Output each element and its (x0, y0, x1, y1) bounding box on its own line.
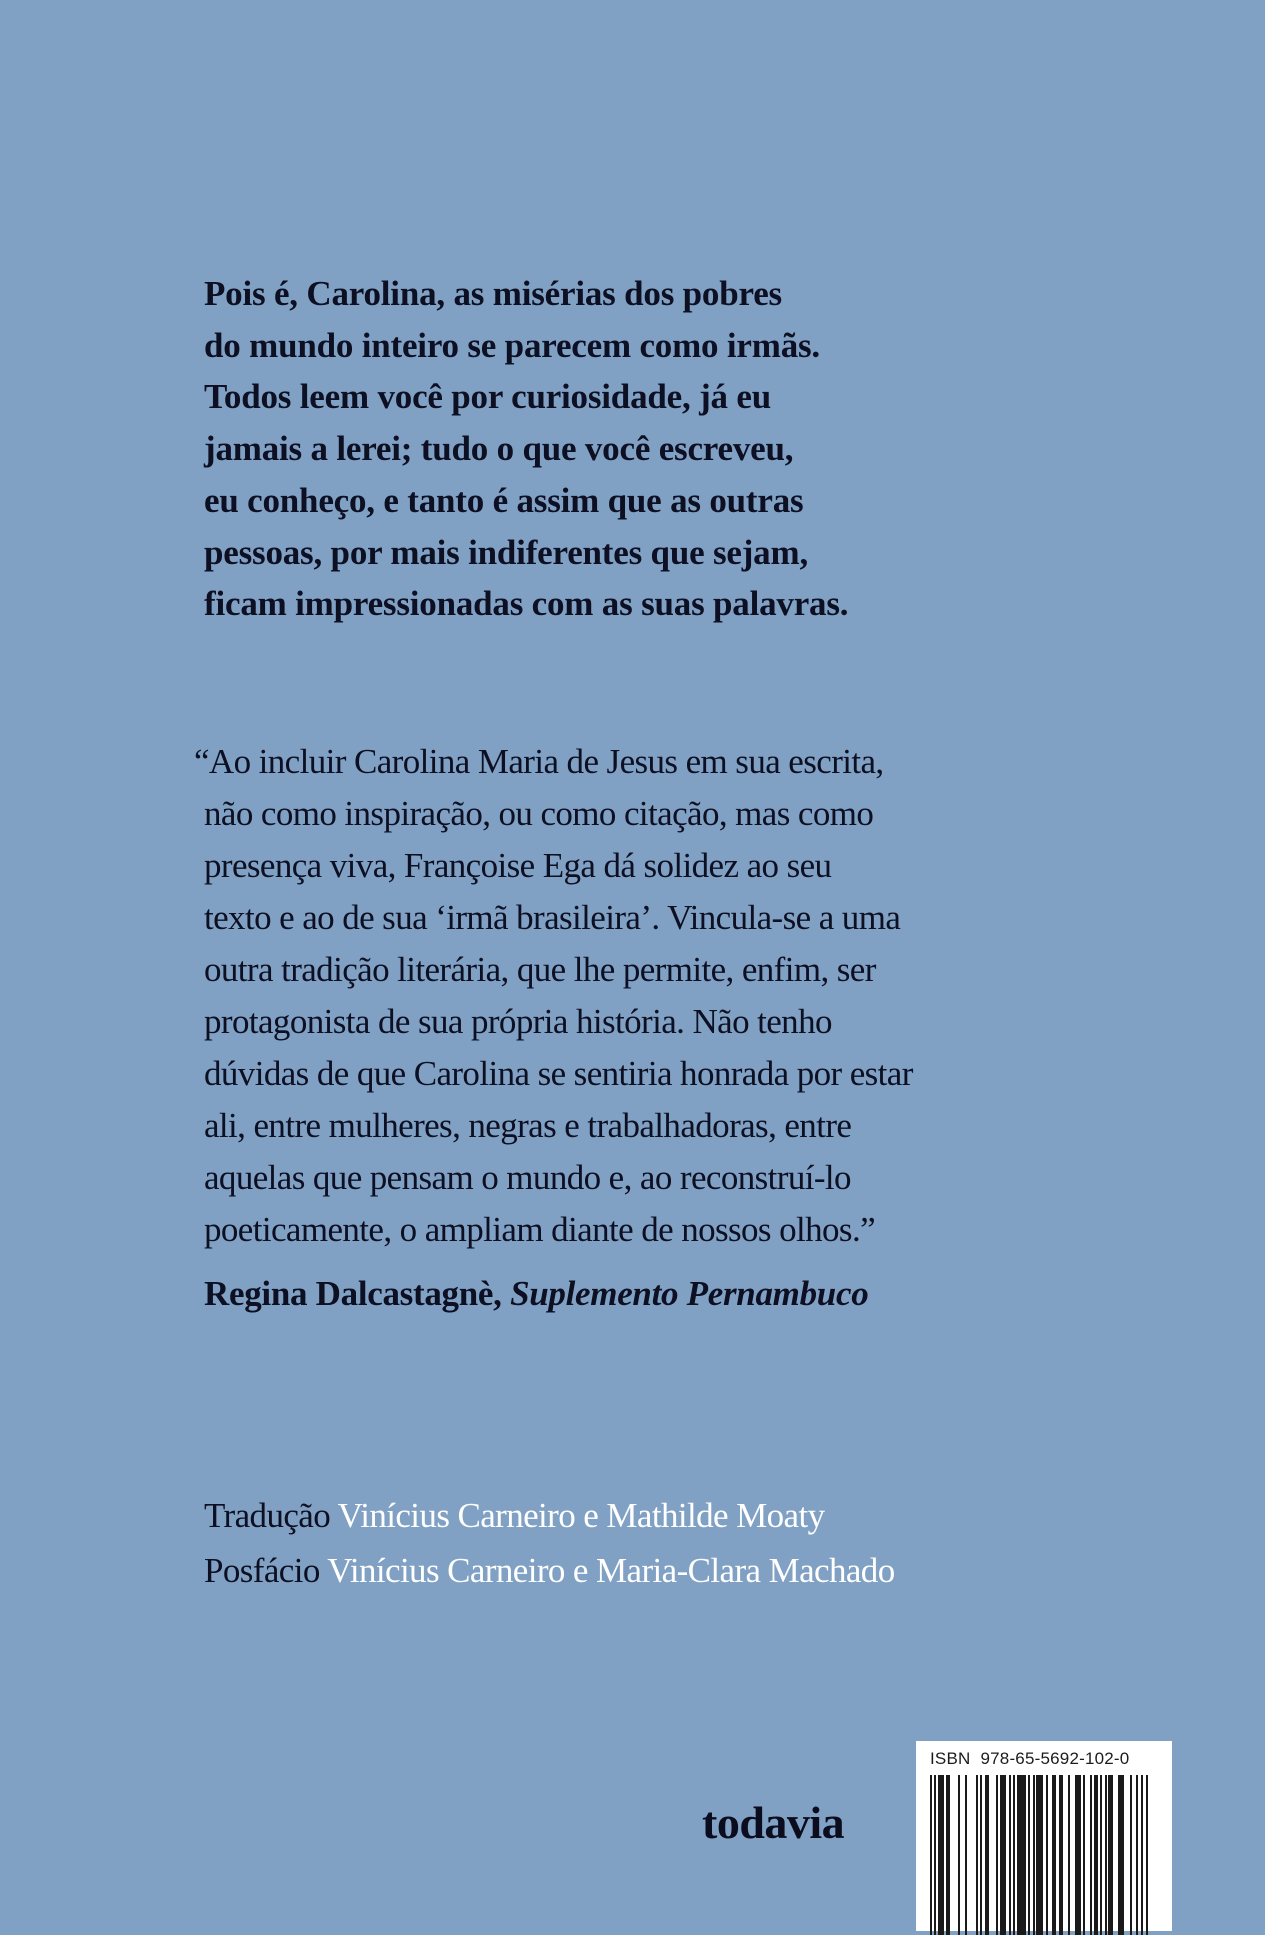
quote-line: aquelas que pensam o mundo e, ao reconstruí-lo (204, 1158, 851, 1197)
quote-line: presença viva, Françoise Ega dá solidez ao seu (204, 846, 832, 885)
translation-credit (204, 1488, 895, 1543)
back-cover-epigraph (204, 268, 848, 630)
epigraph-line: Pois é, Carolina, as misérias dos pobres (204, 274, 782, 313)
epigraph-line: pessoas, por mais indiferentes que sejam, (204, 532, 808, 572)
epigraph-line: jamais a lerei; tudo o que você escreveu, (204, 429, 794, 469)
quote-line: “Ao incluir Carolina Maria de Jesus em sua escrita, (194, 742, 884, 781)
quote-line: dúvidas de que Carolina se sentiria honrada por estar (204, 1054, 913, 1093)
afterword-names: Vinícius Carneiro e Maria-Clara Machado (327, 1551, 895, 1590)
epigraph-line: ficam impressionadas com as suas palavras. (204, 584, 849, 624)
quote-line: texto e ao de sua ‘irmã brasileira’. Vincula-se a uma (204, 898, 901, 937)
quote-line: poeticamente, o ampliam diante de nossos olhos.” (204, 1210, 876, 1249)
quote-line: outra tradição literária, que lhe permite, enfim, ser (204, 950, 876, 989)
book-credits (204, 1488, 895, 1598)
isbn-barcode-box (916, 1741, 1172, 1931)
quote-line: ali, entre mulheres, negras e trabalhadoras, entre (204, 1106, 852, 1145)
quote-line: não como inspiração, ou como citação, mas como (204, 794, 874, 833)
quote-attribution (204, 1268, 868, 1320)
epigraph-line: Todos leem você por curiosidade, já eu (204, 377, 771, 417)
epigraph-line: do mundo inteiro se parecem como irmãs. (204, 325, 820, 365)
translation-role: Tradução (204, 1496, 331, 1535)
quote-line: protagonista de sua própria história. Não tenho (204, 1002, 832, 1041)
review-quote (194, 736, 913, 1256)
barcode-icon (930, 1775, 1160, 1935)
isbn-label (930, 1749, 1129, 1769)
quote-author: Regina Dalcastagnè, (204, 1274, 502, 1313)
isbn-number: 978-65-5692-102-0 (980, 1749, 1130, 1768)
isbn-prefix: ISBN (930, 1749, 971, 1768)
afterword-role: Posfácio (204, 1551, 320, 1590)
quote-source: Suplemento Pernambuco (510, 1274, 869, 1313)
publisher-logo: todavia (702, 1797, 845, 1848)
afterword-credit (204, 1543, 895, 1598)
epigraph-line: eu conheço, e tanto é assim que as outras (204, 480, 804, 520)
translation-names: Vinícius Carneiro e Mathilde Moaty (337, 1496, 825, 1535)
